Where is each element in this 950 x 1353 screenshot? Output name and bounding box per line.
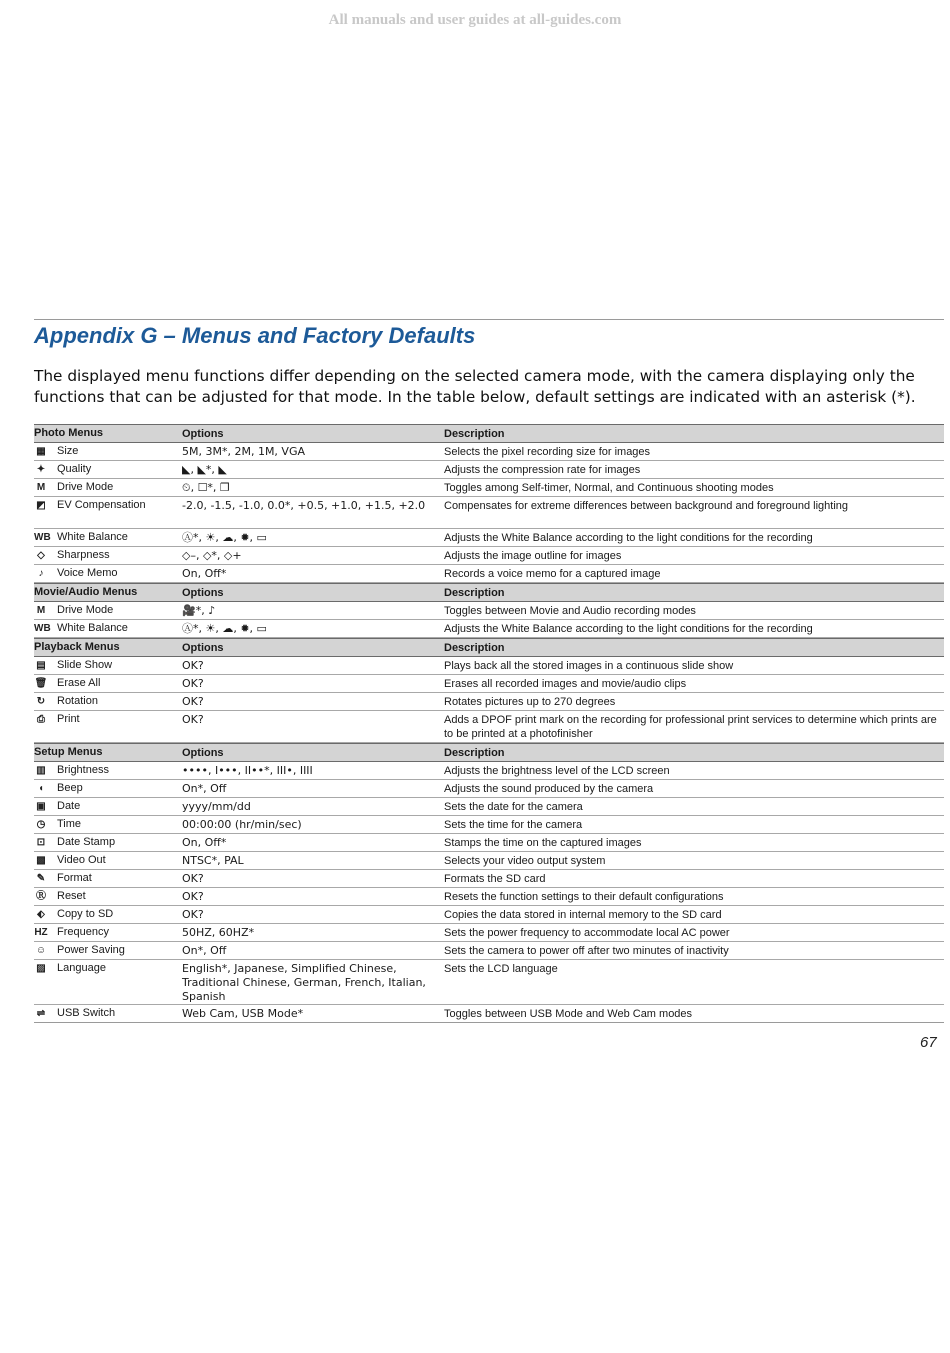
table-row xyxy=(34,657,944,675)
options-cell: 🎥*, ♪ xyxy=(182,604,216,617)
table-row xyxy=(34,675,944,693)
description-cell: Selects your video output system xyxy=(444,855,606,867)
description-cell: Sets the time for the camera xyxy=(444,819,583,831)
options-cell: On, Off* xyxy=(182,836,227,849)
description-cell: Sets the camera to power off after two minutes of inactivity xyxy=(444,945,729,957)
menu-name: Drive Mode xyxy=(57,481,114,493)
options-cell: OK? xyxy=(182,890,204,903)
description-cell: Stamps the time on the captured images xyxy=(444,837,642,849)
intro-paragraph: The displayed menu functions differ depending on the selected camera mode, with the camera displaying only the functions that can be adjusted for that mode. In the table below, default settings are indicated with an asterisk (*). xyxy=(34,367,916,406)
options-cell: ••••, I•••, II••*, III•, IIII xyxy=(182,764,313,777)
menu-name: White Balance xyxy=(57,622,128,634)
menu-name-cell xyxy=(34,565,182,580)
description-cell: Adjusts the White Balance according to the light conditions for the recording xyxy=(444,532,813,544)
menu-name-cell xyxy=(34,693,182,708)
menu-name-cell xyxy=(34,870,182,885)
menu-name-cell xyxy=(34,657,182,672)
usb-switch-icon: ⇌ xyxy=(36,1008,46,1019)
table-row xyxy=(34,888,944,906)
format-icon: ✎ xyxy=(36,873,46,884)
options-cell: -2.0, -1.5, -1.0, 0.0*, +0.5, +1.0, +1.5, +2.0 xyxy=(182,499,426,512)
section-header-photo xyxy=(34,424,944,443)
menu-name-cell xyxy=(34,888,182,903)
menu-name: Erase All xyxy=(57,677,101,689)
menu-name-cell xyxy=(34,620,182,635)
menu-name-cell xyxy=(34,479,182,494)
menu-name-cell xyxy=(34,602,182,617)
header-cell: Options xyxy=(182,747,224,759)
table-row xyxy=(34,461,944,479)
sharpness-icon: ◇ xyxy=(37,550,45,561)
section-header-movie xyxy=(34,583,944,602)
options-cell: OK? xyxy=(182,908,204,921)
menu-name-cell xyxy=(34,906,182,921)
menu-name: Power Saving xyxy=(57,944,125,956)
ev-compensation-icon: ◩ xyxy=(36,500,46,511)
drive-mode-icon: M xyxy=(36,482,46,493)
description-cell: Toggles among Self-timer, Normal, and Continuous shooting modes xyxy=(444,482,774,494)
voice-memo-icon: ♪ xyxy=(38,568,44,579)
table-row xyxy=(34,906,944,924)
header-cell: Description xyxy=(444,428,505,440)
menu-name-cell xyxy=(34,834,182,849)
menu-name: White Balance xyxy=(57,531,128,543)
menu-name-cell xyxy=(34,852,182,867)
description-cell: Copies the data stored in internal memory to the SD card xyxy=(444,909,722,921)
options-cell: On*, Off xyxy=(182,782,227,795)
watermark: All manuals and user guides at all-guides.com xyxy=(328,12,622,28)
options-cell: Ⓐ*, ☀, ☁, ✹, ▭ xyxy=(182,622,267,635)
table-row xyxy=(34,960,944,1005)
menu-name: Beep xyxy=(57,782,83,794)
options-cell: English*, Japanese, Simplified Chinese, Traditional Chinese, German, French, Italian, Spanish xyxy=(182,962,426,1003)
menu-name-cell xyxy=(34,547,182,562)
menu-name-cell xyxy=(34,960,182,975)
page-title: Appendix G – Menus and Factory Defaults xyxy=(34,323,476,348)
menu-name-cell xyxy=(34,711,182,726)
table-row xyxy=(34,565,944,583)
options-cell: OK? xyxy=(182,659,204,672)
rotation-icon: ↻ xyxy=(36,696,46,707)
table-row xyxy=(34,924,944,942)
options-cell: OK? xyxy=(182,695,204,708)
description-cell: Records a voice memo for a captured image xyxy=(444,568,661,580)
video-out-icon: ▩ xyxy=(36,855,46,866)
menu-name: Date xyxy=(57,800,81,812)
table-row xyxy=(34,602,944,620)
description-cell: Adjusts the image outline for images xyxy=(444,550,622,562)
description-cell: Sets the date for the camera xyxy=(444,801,583,813)
options-cell: OK? xyxy=(182,713,204,726)
bottom-divider xyxy=(34,1022,944,1023)
menu-name: Reset xyxy=(57,890,86,902)
white-balance-icon: WB xyxy=(34,623,51,634)
description-cell: Erases all recorded images and movie/audio clips xyxy=(444,678,687,690)
menu-name-cell xyxy=(34,780,182,795)
options-cell: 5M, 3M*, 2M, 1M, VGA xyxy=(182,445,306,458)
table-row xyxy=(34,762,944,780)
menu-name: Print xyxy=(57,713,80,725)
section-header-playback xyxy=(34,638,944,657)
menu-name-cell xyxy=(34,461,182,476)
menu-name: Time xyxy=(57,818,82,830)
menu-name-cell xyxy=(34,497,182,512)
menu-name: Size xyxy=(57,445,79,457)
options-cell: NTSC*, PAL xyxy=(182,854,244,867)
menu-name: Date Stamp xyxy=(57,836,116,848)
table-row xyxy=(34,870,944,888)
date-icon: ▣ xyxy=(36,801,46,812)
menu-name: Quality xyxy=(57,463,92,475)
size-icon: ▦ xyxy=(36,446,46,457)
section-header-setup xyxy=(34,743,944,762)
description-cell: Toggles between Movie and Audio recording modes xyxy=(444,605,696,617)
table-row xyxy=(34,942,944,960)
menu-name: Format xyxy=(57,872,92,884)
menu-name-cell xyxy=(34,924,182,939)
table-row xyxy=(34,852,944,870)
table-row xyxy=(34,798,944,816)
options-cell: 50HZ, 60HZ* xyxy=(182,926,255,939)
time-icon: ◷ xyxy=(36,819,46,830)
header-cell: Setup Menus xyxy=(34,746,103,758)
menu-name-cell xyxy=(34,443,182,458)
table-row xyxy=(34,497,944,529)
description-cell: Sets the power frequency to accommodate local AC power xyxy=(444,927,730,939)
description-cell: Adjusts the sound produced by the camera xyxy=(444,783,654,795)
table-row xyxy=(34,443,944,461)
description-cell: Plays back all the stored images in a continuous slide show xyxy=(444,660,734,672)
header-cell: Options xyxy=(182,587,224,599)
header-cell: Playback Menus xyxy=(34,641,120,653)
header-cell: Description xyxy=(444,642,505,654)
options-cell: ◣, ◣*, ◣ xyxy=(182,463,227,476)
description-cell: Resets the function settings to their default configurations xyxy=(444,891,724,903)
menu-name: Rotation xyxy=(57,695,98,707)
description-cell: Formats the SD card xyxy=(444,873,546,885)
description-cell: Selects the pixel recording size for images xyxy=(444,446,651,458)
reset-icon: Ⓡ xyxy=(36,891,46,902)
power-saving-icon: ☺ xyxy=(35,945,47,956)
menu-name: Video Out xyxy=(57,854,106,866)
menu-name: EV Compensation xyxy=(57,499,146,511)
menu-name-cell xyxy=(34,529,182,544)
menu-name-cell xyxy=(34,762,182,777)
menu-name: Copy to SD xyxy=(57,908,114,920)
options-cell: On*, Off xyxy=(182,944,227,957)
options-cell: OK? xyxy=(182,677,204,690)
description-cell: Adjusts the compression rate for images xyxy=(444,464,641,476)
description-cell: Toggles between USB Mode and Web Cam modes xyxy=(444,1008,693,1020)
table-row xyxy=(34,1005,944,1023)
menu-name: Brightness xyxy=(57,764,109,776)
top-divider xyxy=(34,319,944,320)
slide-show-icon: ▤ xyxy=(36,660,46,671)
table-row xyxy=(34,620,944,638)
frequency-icon: HZ xyxy=(34,927,48,938)
date-stamp-icon: ⊡ xyxy=(36,837,46,848)
copy-to-sd-icon: ⬖ xyxy=(37,909,45,920)
header-cell: Description xyxy=(444,747,505,759)
menu-name: Language xyxy=(57,962,106,974)
options-cell: Web Cam, USB Mode* xyxy=(182,1007,304,1020)
menu-name-cell xyxy=(34,942,182,957)
table-row xyxy=(34,529,944,547)
header-cell: Options xyxy=(182,642,224,654)
description-cell: Compensates for extreme differences between background and foreground lighting xyxy=(444,500,848,512)
menu-name: USB Switch xyxy=(57,1007,116,1019)
table-row xyxy=(34,547,944,565)
page-number: 67 xyxy=(920,1034,937,1051)
menu-name: Slide Show xyxy=(57,659,113,671)
menu-name: Voice Memo xyxy=(57,567,118,579)
table-row xyxy=(34,693,944,711)
table-row xyxy=(34,816,944,834)
menu-name-cell xyxy=(34,675,182,690)
options-cell: OK? xyxy=(182,872,204,885)
menu-name-cell xyxy=(34,1005,182,1020)
options-cell: 00:00:00 (hr/min/sec) xyxy=(182,818,302,831)
table-row xyxy=(34,834,944,852)
header-cell: Description xyxy=(444,587,505,599)
beep-icon: ◖ xyxy=(37,783,45,794)
menu-name: Drive Mode xyxy=(57,604,114,616)
options-cell: ⏲, ☐*, ❐ xyxy=(182,481,230,494)
options-cell: On, Off* xyxy=(182,567,227,580)
options-cell: ◇–, ◇*, ◇+ xyxy=(182,549,242,562)
menu-defaults-table xyxy=(34,424,944,1023)
table-row xyxy=(34,711,944,743)
drive-mode-icon: M xyxy=(36,605,46,616)
table-row xyxy=(34,780,944,798)
print-icon: ⎙ xyxy=(37,714,45,725)
description-cell: Adjusts the brightness level of the LCD screen xyxy=(444,765,670,777)
menu-name-cell xyxy=(34,798,182,813)
language-icon: ▨ xyxy=(36,963,46,974)
description-cell: Adds a DPOF print mark on the recording for professional print services to determine which prints are to be printed at a photofinisher xyxy=(444,714,937,740)
table-row xyxy=(34,479,944,497)
menu-name-cell xyxy=(34,816,182,831)
menu-name: Sharpness xyxy=(57,549,110,561)
description-cell: Sets the LCD language xyxy=(444,963,558,975)
options-cell: Ⓐ*, ☀, ☁, ✹, ▭ xyxy=(182,531,267,544)
options-cell: yyyy/mm/dd xyxy=(182,800,251,813)
white-balance-icon: WB xyxy=(34,532,51,543)
header-cell: Photo Menus xyxy=(34,427,104,439)
header-cell: Movie/Audio Menus xyxy=(34,586,138,598)
description-cell: Adjusts the White Balance according to the light conditions for the recording xyxy=(444,623,813,635)
quality-icon: ✦ xyxy=(36,464,46,475)
brightness-icon: ▥ xyxy=(36,765,46,776)
header-cell: Options xyxy=(182,428,224,440)
description-cell: Rotates pictures up to 270 degrees xyxy=(444,696,616,708)
menu-name: Frequency xyxy=(57,926,109,938)
erase-all-icon: 🗑 xyxy=(34,678,48,689)
